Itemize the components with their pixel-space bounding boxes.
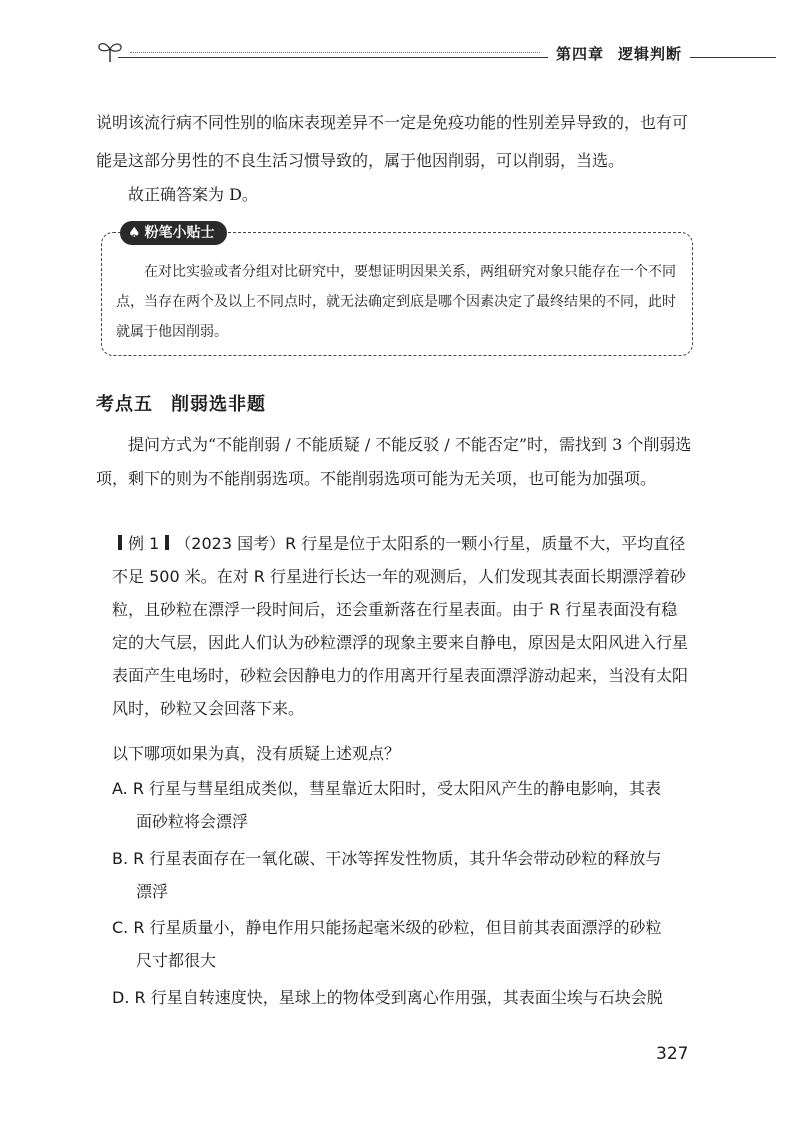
option-c-line-2: 尺寸都很大	[136, 951, 217, 970]
option-a-line-1: A. R 行星与彗星组成类似，彗星靠近太阳时，受太阳风产生的静电影响，其表	[112, 779, 662, 798]
example-text: R 行星是位于太阳系的一颗小行星，质量不大，平均直径不足 500 米。在对 R 行星进行长达一年的观测后，人们发现其表面长期漂浮着砂粒，且砂粒在漂浮一段时间后，还会重新落在行星表面。由于 R 行星表面没有稳定的大气层，因此人们认为砂粒漂浮的现象主要来自静电，原因是太阳风进入行星表面产生电场时，砂粒会因静电力的作用离开行星表面漂浮游动起来，当没有太阳风时，砂粒又会回落下来。	[112, 534, 689, 718]
example-tag: 例 1	[128, 534, 160, 553]
option-d	[112, 981, 692, 1014]
sprout-icon	[96, 38, 126, 64]
body-line-2: 能是这部分男性的不良生活习惯导致的，属于他因削弱，可以削弱，当选。	[96, 151, 625, 170]
section-text: 提问方式为“不能削弱 / 不能质疑 / 不能反驳 / 不能否定”时，需找到 3 个削弱选项，剩下的则为不能削弱选项。不能削弱选项可能为无关项，也可能为加强项。	[96, 435, 692, 488]
page-header	[96, 38, 776, 72]
example-stem	[112, 527, 692, 725]
example-source: （2023 国考）	[175, 534, 286, 553]
example-question: 以下哪项如果为真，没有质疑上述观点？	[112, 744, 401, 763]
page-number: 327	[656, 1044, 689, 1064]
leaf-icon: ♠	[128, 225, 141, 241]
option-c	[112, 911, 692, 977]
option-b	[112, 842, 692, 908]
option-b-line-1: B. R 行星表面存在一氧化碳、干冰等挥发性物质，其升华会带动砂粒的释放与	[112, 849, 662, 868]
tip-text: 在对比实验或者分组对比研究中，要想证明因果关系，两组研究对象只能存在一个不同点，当存在两个及以上不同点时，就无法确定到底是哪个因素决定了最终结果的不同，此时就属于他因削弱。	[116, 264, 676, 340]
option-d-line-1: D. R 行星自转速度快，星球上的物体受到离心作用强，其表面尘埃与石块会脱	[112, 988, 663, 1007]
tag-bar-right	[165, 535, 169, 550]
section-title: 削弱选非题	[171, 394, 266, 415]
chapter-title: 逻辑判断	[618, 45, 683, 63]
tip-label: 粉笔小贴士	[144, 225, 215, 241]
tag-bar-left	[118, 535, 122, 550]
answer-line: 故正确答案为 D。	[128, 185, 258, 204]
option-b-line-2: 漂浮	[136, 882, 169, 901]
tip-label-badge	[120, 221, 227, 245]
option-a	[112, 772, 692, 838]
header-dotted-rule	[130, 52, 540, 53]
option-a-line-2: 面砂粒将会漂浮	[136, 812, 249, 831]
option-c-line-1: C. R 行星质量小，静电作用只能扬起毫米级的砂粒，但目前其表面漂浮的砂粒	[112, 918, 662, 937]
chapter-number: 第四章	[556, 45, 605, 63]
chapter-heading	[548, 43, 690, 64]
section-heading	[96, 390, 266, 416]
section-label: 考点五	[96, 394, 153, 415]
body-line-1: 说明该流行病不同性别的临床表现差异不一定是免疫功能的性别差异导致的，也有可	[96, 113, 689, 132]
